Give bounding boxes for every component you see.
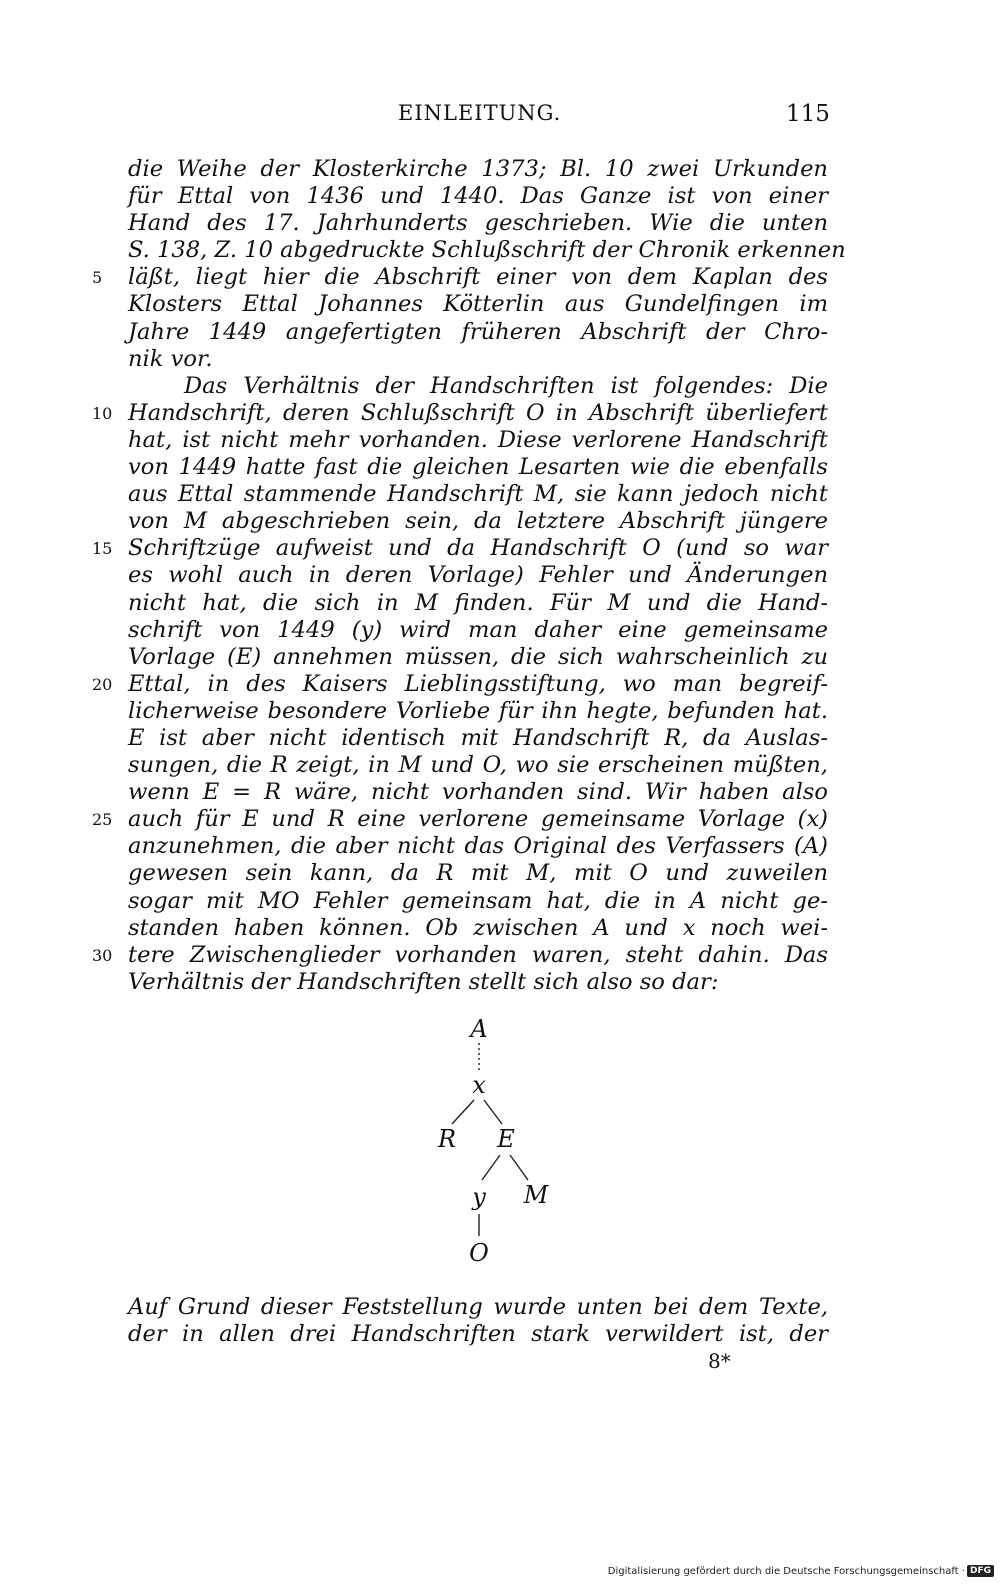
line-number: 10 bbox=[92, 403, 113, 423]
printer-signature: 8* bbox=[708, 1349, 731, 1373]
line-text: nik vor. bbox=[128, 345, 213, 372]
line-text: von M abgeschrieben sein, da letztere Abschrift jüngere bbox=[128, 508, 828, 535]
stemma-node-A: A bbox=[470, 1015, 488, 1043]
stemma-edge-E-M bbox=[510, 1155, 528, 1180]
text-line bbox=[128, 1321, 828, 1348]
line-text: sogar mit MO Fehler gemeinsam hat, die in A nicht ge- bbox=[128, 887, 828, 914]
line-number: 20 bbox=[92, 674, 113, 694]
line-text: S. 138, Z. 10 abgedruckte Schlußschrift der Chronik erkennen bbox=[128, 237, 846, 264]
stemma-node-R: R bbox=[437, 1125, 457, 1153]
line-text: Vorlage (E) annehmen müssen, die sich wahrscheinlich zu bbox=[128, 643, 828, 670]
line-text: Jahre 1449 angefertigten früheren Abschrift der Chro- bbox=[128, 318, 828, 345]
page-number: 115 bbox=[786, 101, 830, 127]
line-text: standen haben können. Ob zwischen A und x noch wei- bbox=[128, 914, 828, 941]
line-number: 25 bbox=[92, 810, 113, 830]
stemma-edge-x-R bbox=[452, 1100, 474, 1124]
line-number: 30 bbox=[92, 945, 113, 965]
line-text: läßt, liegt hier die Abschrift einer von dem Kaplan des bbox=[128, 264, 828, 291]
line-text: sungen, die R zeigt, in M und O, wo sie erscheinen müßten, bbox=[128, 752, 828, 779]
stemma-node-O: O bbox=[469, 1239, 489, 1267]
dfg-logo: DFG bbox=[967, 1565, 994, 1577]
line-text: nicht hat, die sich in M finden. Für M und die Hand- bbox=[128, 589, 828, 616]
stemma-node-y: y bbox=[472, 1183, 486, 1211]
text-line bbox=[128, 1294, 828, 1321]
line-text: E ist aber nicht identisch mit Handschrift R, da Auslas- bbox=[128, 724, 828, 751]
line-text: Handschrift, deren Schlußschrift O in Abschrift überliefert bbox=[128, 399, 828, 426]
closing-text-block bbox=[128, 1294, 828, 1348]
line-text: von 1449 hatte fast die gleichen Lesarten wie die ebenfalls bbox=[128, 454, 828, 481]
running-header: EINLEITUNG. bbox=[398, 101, 562, 125]
line-text: für Ettal von 1436 und 1440. Das Ganze ist von einer bbox=[128, 183, 828, 210]
line-number: 15 bbox=[92, 539, 113, 559]
line-text: Verhältnis der Handschriften stellt sich also so dar: bbox=[128, 968, 719, 995]
line-text: Schriftzüge aufweist und da Handschrift O (und so war bbox=[128, 535, 828, 562]
credit-text: Digitalisierung gefördert durch die Deutsche Forschungsgemeinschaft · bbox=[607, 1565, 965, 1577]
line-text: Hand des 17. Jahrhunderts geschrieben. Wie die unten bbox=[128, 210, 828, 237]
line-text: es wohl auch in deren Vorlage) Fehler und Änderungen bbox=[128, 562, 828, 589]
line-text: Auf Grund dieser Feststellung wurde unten bei dem Texte, bbox=[128, 1294, 828, 1320]
line-text: hat, ist nicht mehr vorhanden. Diese verlorene Handschrift bbox=[128, 426, 828, 453]
stemma-node-E: E bbox=[497, 1125, 515, 1153]
stemma-edge-E-y bbox=[482, 1155, 500, 1180]
line-text: Ettal, in des Kaisers Lieblingsstiftung, wo man begreif- bbox=[128, 670, 828, 697]
line-text: Klosters Ettal Johannes Kötterlin aus Gundelfingen im bbox=[128, 291, 828, 318]
line-text: Das Verhältnis der Handschriften ist folgendes: Die bbox=[184, 372, 828, 399]
stemma-node-M: M bbox=[523, 1181, 549, 1209]
line-text: gewesen sein kann, da R mit M, mit O und zuweilen bbox=[128, 860, 828, 887]
line-text: aus Ettal stammende Handschrift M, sie kann jedoch nicht bbox=[128, 481, 828, 508]
line-text: tere Zwischenglieder vorhanden waren, steht dahin. Das bbox=[128, 941, 828, 968]
line-number: 5 bbox=[92, 268, 103, 288]
stemma-edge-x-E bbox=[484, 1100, 502, 1124]
line-text: wenn E = R wäre, nicht vorhanden sind. Wir haben also bbox=[128, 779, 828, 806]
line-text: die Weihe der Klosterkirche 1373; Bl. 10 zwei Urkunden bbox=[128, 156, 828, 182]
stemma-node-x: x bbox=[472, 1071, 486, 1099]
line-text: auch für E und R eine verlorene gemeinsame Vorlage (x) bbox=[128, 806, 828, 833]
line-text: anzunehmen, die aber nicht das Original des Verfassers (A) bbox=[128, 833, 828, 860]
line-text: schrift von 1449 (y) wird man daher eine gemeinsame bbox=[128, 616, 828, 643]
line-text: licherweise besondere Vorliebe für ihn hegte, befunden hat. bbox=[128, 697, 828, 724]
line-text: der in allen drei Handschriften stark verwildert ist, der bbox=[128, 1321, 828, 1348]
digitization-credit bbox=[608, 1565, 994, 1577]
